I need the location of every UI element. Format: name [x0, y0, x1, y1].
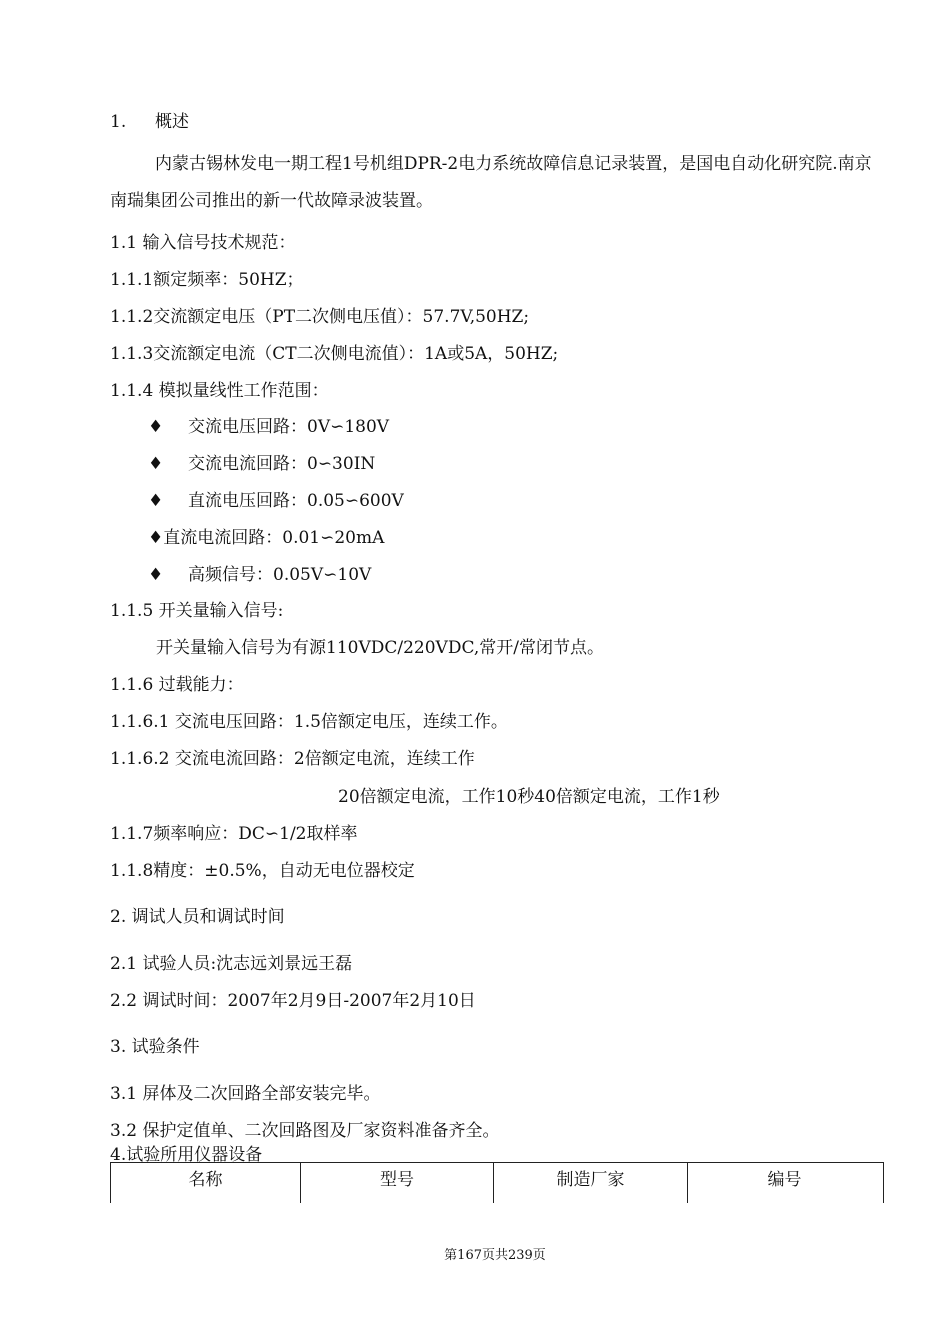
spec-1-1-8: 1.1.8精度：±0.5%，自动无电位器校定 — [110, 861, 415, 881]
section-3-heading: 3. 试验条件 — [110, 1037, 200, 1057]
bullet-text: 高频信号：0.05V∽10V — [188, 565, 372, 585]
section-2-heading: 2. 调试人员和调试时间 — [110, 907, 285, 927]
bullet-text: 直流电压回路：0.05∽600V — [188, 491, 404, 511]
bullet-item — [148, 526, 384, 550]
bullet-item — [148, 452, 375, 476]
spec-1-1-5-text: 开关量输入信号为有源110VDC/220VDC,常开/常闭节点。 — [156, 638, 604, 658]
spec-1-1-6: 1.1.6 过载能力： — [110, 675, 244, 695]
table-header-manufacturer: 制造厂家 — [494, 1163, 688, 1203]
section-3-2: 3.2 保护定值单、二次回路图及厂家资料准备齐全。 — [110, 1121, 500, 1141]
bullet-icon: ♦ — [148, 528, 164, 548]
bullet-item — [148, 415, 389, 439]
bullet-icon: ♦ — [148, 565, 164, 585]
spec-1-1: 1.1 输入信号技术规范： — [110, 233, 296, 253]
spec-1-1-1: 1.1.1额定频率：50HZ； — [110, 270, 304, 290]
spec-1-1-7: 1.1.7频率响应：DC∽1/2取样率 — [110, 824, 358, 844]
section-1-title: 概述 — [155, 112, 190, 132]
page-footer: 第167页共239页 — [444, 1248, 546, 1263]
bullet-text: 交流电流回路：0∽30IN — [188, 454, 376, 474]
bullet-item — [148, 489, 404, 513]
bullet-icon: ♦ — [148, 454, 164, 474]
instrument-table — [110, 1162, 884, 1203]
spec-1-1-5: 1.1.5 开关量输入信号: — [110, 601, 284, 621]
bullet-icon: ♦ — [148, 491, 164, 511]
section-1-heading — [110, 110, 189, 134]
table-header-number: 编号 — [767, 1170, 802, 1190]
bullet-item — [148, 563, 371, 587]
section-1-number: 1. — [110, 112, 127, 132]
bullet-text: 交流电压回路：0V∽180V — [188, 417, 390, 437]
section-3-1: 3.1 屏体及二次回路全部安装完毕。 — [110, 1084, 381, 1104]
spec-1-1-6-2-continued: 20倍额定电流，工作10秒40倍额定电流，工作1秒 — [338, 787, 720, 807]
intro-paragraph: 内蒙古锡林发电一期工程1号机组DPR-2电力系统故障信息记录装置，是国电自动化研究院.南京南瑞集团公司推出的新一代故障录波装置。 — [110, 154, 872, 211]
table-header-model: 型号 — [301, 1163, 494, 1203]
spec-1-1-6-2: 1.1.6.2 交流电流回路：2倍额定电流，连续工作 — [110, 749, 475, 769]
section-2-1: 2.1 试验人员:沈志远刘景远王磊 — [110, 954, 353, 974]
spec-1-1-2: 1.1.2交流额定电压（PT二次侧电压值）：57.7V,50HZ; — [110, 307, 530, 327]
spec-1-1-4: 1.1.4 模拟量线性工作范围： — [110, 381, 329, 401]
bullet-icon: ♦ — [148, 417, 164, 437]
spec-1-1-6-1: 1.1.6.1 交流电压回路：1.5倍额定电压，连续工作。 — [110, 712, 508, 732]
section-2-2: 2.2 调试时间：2007年2月9日-2007年2月10日 — [110, 991, 476, 1011]
bullet-text: 直流电流回路：0.01∽20mA — [163, 528, 385, 548]
section-4-heading: 4.试验所用仪器设备 — [110, 1145, 263, 1165]
spec-1-1-3: 1.1.3交流额定电流（CT二次侧电流值）：1A或5A，50HZ; — [110, 344, 559, 364]
table-header-name: 名称 — [111, 1163, 301, 1203]
